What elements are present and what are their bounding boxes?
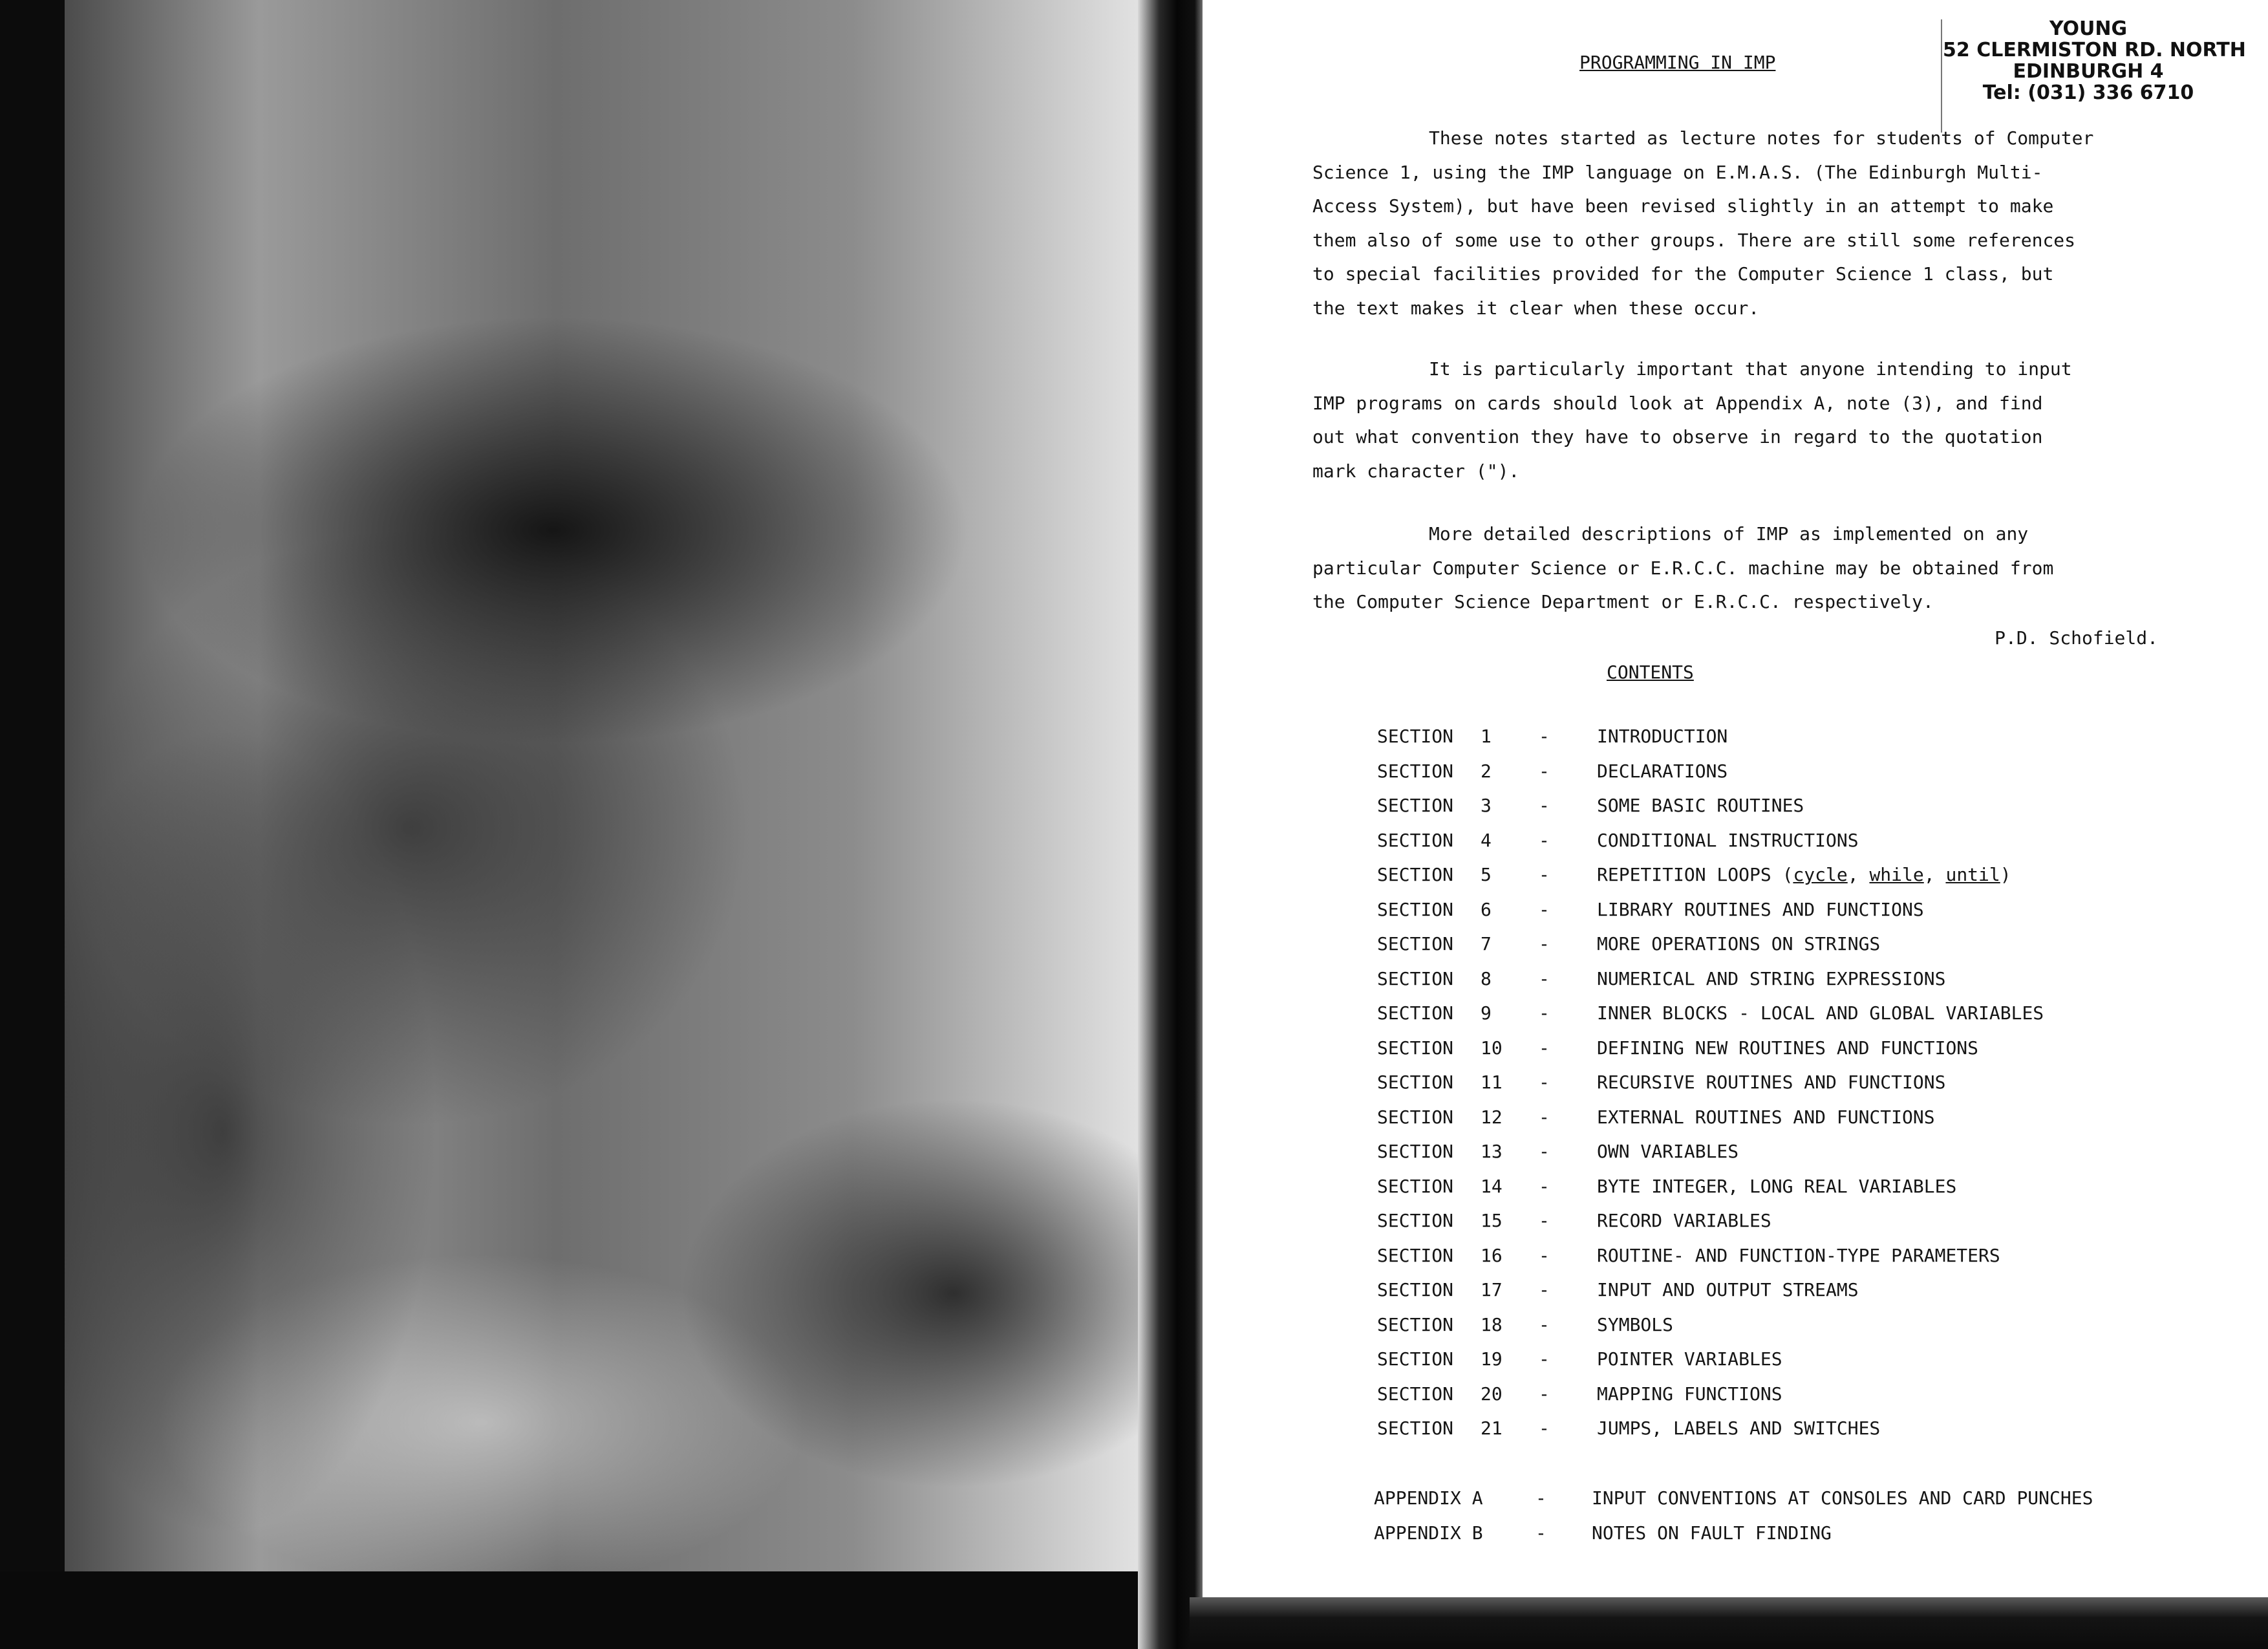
section-number: 17 <box>1481 1279 1503 1300</box>
stamp-name: YOUNG <box>2049 17 2128 40</box>
section-label: SECTION <box>1377 864 1454 885</box>
section-label: SECTION <box>1377 1037 1454 1059</box>
section-title <box>1597 1348 1782 1370</box>
section-title: REPETITION LOOPS (cycle, while, until) <box>1597 864 2011 885</box>
loop-keyword: until <box>1945 864 2000 885</box>
section-label: SECTION <box>1377 1244 1454 1266</box>
section-number: 7 <box>1481 933 1492 954</box>
appendix-label: APPENDIX A <box>1374 1487 1483 1509</box>
intro-paragraph-2 <box>1312 352 2198 488</box>
section-title <box>1597 933 1880 954</box>
section-number: 4 <box>1481 829 1492 851</box>
section-label: SECTION <box>1377 1002 1454 1024</box>
section-title-text: MAPPING FUNCTIONS <box>1597 1383 1782 1405</box>
section-title-text: CONDITIONAL INSTRUCTIONS <box>1597 829 1859 851</box>
loop-keyword: cycle <box>1793 864 1848 885</box>
section-number: 13 <box>1481 1141 1503 1162</box>
toc-dash: - <box>1539 1106 1550 1128</box>
toc-dash: - <box>1535 1522 1546 1544</box>
text-line: These notes started as lecture notes for students of Computer <box>1429 127 2094 149</box>
section-label: SECTION <box>1377 1348 1454 1370</box>
section-title-text: INTRODUCTION <box>1597 726 1728 747</box>
text-line: Science 1, using the IMP language on E.M.A.S. (The Edinburgh Multi- <box>1312 161 2043 183</box>
toc-dash: - <box>1539 1175 1550 1197</box>
section-title <box>1597 1002 2044 1024</box>
text-line: the text makes it clear when these occur. <box>1312 297 1760 319</box>
section-number: 2 <box>1481 760 1492 782</box>
stamp-street: 52 CLERMISTON RD. NORTH <box>1943 39 2246 61</box>
section-title-text: JUMPS, LABELS AND SWITCHES <box>1597 1417 1881 1439</box>
document-title: PROGRAMMING IN IMP <box>1579 52 1776 73</box>
section-title-text: REPETITION LOOPS <box>1597 864 1771 885</box>
section-number: 6 <box>1481 898 1492 920</box>
section-title <box>1597 1176 1956 1197</box>
left-page-blank <box>61 0 1161 1581</box>
section-label: SECTION <box>1377 726 1454 747</box>
section-label: SECTION <box>1377 933 1454 954</box>
toc-dash: - <box>1535 1487 1546 1509</box>
section-title <box>1597 1314 1673 1335</box>
text-line: It is particularly important that anyone intending to input <box>1429 358 2072 380</box>
text-line: IMP programs on cards should look at Appendix A, note (3), and find <box>1312 392 2043 414</box>
toc-dash: - <box>1539 933 1550 954</box>
text-line: out what convention they have to observe in regard to the quotation <box>1312 426 2043 447</box>
text-line: More detailed descriptions of IMP as implemented on any <box>1429 523 2029 544</box>
section-label: SECTION <box>1377 1210 1454 1231</box>
section-title <box>1597 1141 1738 1162</box>
section-title <box>1597 1279 1859 1300</box>
toc-dash: - <box>1539 864 1550 885</box>
section-label: SECTION <box>1377 829 1454 851</box>
section-title <box>1597 1383 1782 1405</box>
contents-heading: CONTENTS <box>1607 662 1694 683</box>
section-label: SECTION <box>1377 1313 1454 1335</box>
section-title-text: DECLARATIONS <box>1597 760 1728 782</box>
section-title-text: ROUTINE- AND FUNCTION-TYPE PARAMETERS <box>1597 1244 2000 1266</box>
text-line: them also of some use to other groups. There are still some references <box>1312 229 2076 251</box>
section-title <box>1597 1245 2000 1266</box>
toc-dash: - <box>1539 760 1550 782</box>
section-number: 20 <box>1481 1383 1503 1405</box>
section-title-text: DEFINING NEW ROUTINES AND FUNCTIONS <box>1597 1037 1979 1059</box>
section-title-text: SYMBOLS <box>1597 1313 1674 1335</box>
section-title <box>1597 1417 1880 1439</box>
left-scan-border <box>0 0 65 1581</box>
section-title-text: MORE OPERATIONS ON STRINGS <box>1597 933 1881 954</box>
section-label: SECTION <box>1377 1072 1454 1093</box>
section-title <box>1597 1106 1935 1128</box>
text-line: mark character ("). <box>1312 460 1520 482</box>
toc-dash: - <box>1539 1313 1550 1335</box>
section-label: SECTION <box>1377 1417 1454 1439</box>
section-title-text: RECORD VARIABLES <box>1597 1210 1771 1231</box>
section-title-text: OWN VARIABLES <box>1597 1141 1739 1162</box>
section-number: 5 <box>1481 864 1492 885</box>
toc-dash: - <box>1539 898 1550 920</box>
right-bottom-shadow <box>1190 1597 2268 1649</box>
section-title-text: BYTE INTEGER, LONG REAL VARIABLES <box>1597 1175 1957 1197</box>
section-number: 21 <box>1481 1417 1503 1439</box>
section-label: SECTION <box>1377 898 1454 920</box>
section-number: 14 <box>1481 1175 1503 1197</box>
section-title-text: NUMERICAL AND STRING EXPRESSIONS <box>1597 967 1946 989</box>
section-title-text: RECURSIVE ROUTINES AND FUNCTIONS <box>1597 1072 1946 1093</box>
section-label: SECTION <box>1377 1106 1454 1128</box>
toc-dash: - <box>1539 1279 1550 1300</box>
section-number: 12 <box>1481 1106 1503 1128</box>
section-title-text: LIBRARY ROUTINES AND FUNCTIONS <box>1597 898 1924 920</box>
section-label: SECTION <box>1377 1175 1454 1197</box>
section-number: 18 <box>1481 1313 1503 1335</box>
section-title <box>1597 968 1945 989</box>
section-number: 9 <box>1481 1002 1492 1024</box>
toc-dash: - <box>1539 1383 1550 1405</box>
appendix-label: APPENDIX B <box>1374 1522 1483 1544</box>
section-title <box>1597 899 1924 920</box>
section-label: SECTION <box>1377 1141 1454 1162</box>
toc-dash: - <box>1539 726 1550 747</box>
toc-dash: - <box>1539 795 1550 816</box>
section-number: 19 <box>1481 1348 1503 1370</box>
loop-keyword: while <box>1869 864 1924 885</box>
section-number: 1 <box>1481 726 1492 747</box>
text-line: the Computer Science Department or E.R.C.C. respectively. <box>1312 591 1934 612</box>
section-number: 8 <box>1481 967 1492 989</box>
section-number: 10 <box>1481 1037 1503 1059</box>
toc-dash: - <box>1539 1348 1550 1370</box>
section-title <box>1597 1072 1945 1093</box>
text-line: Access System), but have been revised slightly in an attempt to make <box>1312 195 2054 217</box>
toc-dash: - <box>1539 1210 1550 1231</box>
toc-dash: - <box>1539 1002 1550 1024</box>
section-number: 16 <box>1481 1244 1503 1266</box>
section-title <box>1597 1210 1771 1231</box>
toc-dash: - <box>1539 1141 1550 1162</box>
section-title <box>1597 726 1728 747</box>
text-line: to special facilities provided for the Computer Science 1 class, but <box>1312 263 2054 285</box>
section-title <box>1597 795 1804 816</box>
section-label: SECTION <box>1377 1279 1454 1300</box>
section-title <box>1597 760 1728 782</box>
appendix-title: INPUT CONVENTIONS AT CONSOLES AND CARD PUNCHES <box>1592 1487 2093 1509</box>
toc-dash: - <box>1539 1037 1550 1059</box>
stamp-city: EDINBURGH 4 <box>2013 60 2164 83</box>
appendix-title: NOTES ON FAULT FINDING <box>1592 1522 1832 1544</box>
section-title-text: POINTER VARIABLES <box>1597 1348 1782 1370</box>
section-title-text: EXTERNAL ROUTINES AND FUNCTIONS <box>1597 1106 1935 1128</box>
address-stamp <box>1943 17 2246 135</box>
section-label: SECTION <box>1377 795 1454 816</box>
toc-dash: - <box>1539 967 1550 989</box>
section-number: 3 <box>1481 795 1492 816</box>
section-label: SECTION <box>1377 967 1454 989</box>
toc-dash: - <box>1539 829 1550 851</box>
section-title <box>1597 1037 1978 1059</box>
toc-dash: - <box>1539 1072 1550 1093</box>
section-number: 15 <box>1481 1210 1503 1231</box>
text-line: particular Computer Science or E.R.C.C. machine may be obtained from <box>1312 557 2054 579</box>
section-title <box>1597 830 1859 851</box>
section-title-text: INNER BLOCKS - LOCAL AND GLOBAL VARIABLES <box>1597 1002 2044 1024</box>
section-title-text: INPUT AND OUTPUT STREAMS <box>1597 1279 1859 1300</box>
intro-paragraph-3 <box>1312 517 2198 620</box>
intro-paragraph-1 <box>1312 122 2198 325</box>
section-title-text: SOME BASIC ROUTINES <box>1597 795 1804 816</box>
book-gutter <box>1138 0 1209 1649</box>
toc-dash: - <box>1539 1244 1550 1266</box>
toc-dash: - <box>1539 1417 1550 1439</box>
author-signature: P.D. Schofield. <box>1995 627 2158 649</box>
section-label: SECTION <box>1377 1383 1454 1405</box>
section-label: SECTION <box>1377 760 1454 782</box>
left-bottom-shadow <box>0 1571 1183 1649</box>
stamp-divider <box>1941 19 1942 133</box>
section-number: 11 <box>1481 1072 1503 1093</box>
stamp-phone: Tel: (031) 336 6710 <box>1982 81 2194 104</box>
